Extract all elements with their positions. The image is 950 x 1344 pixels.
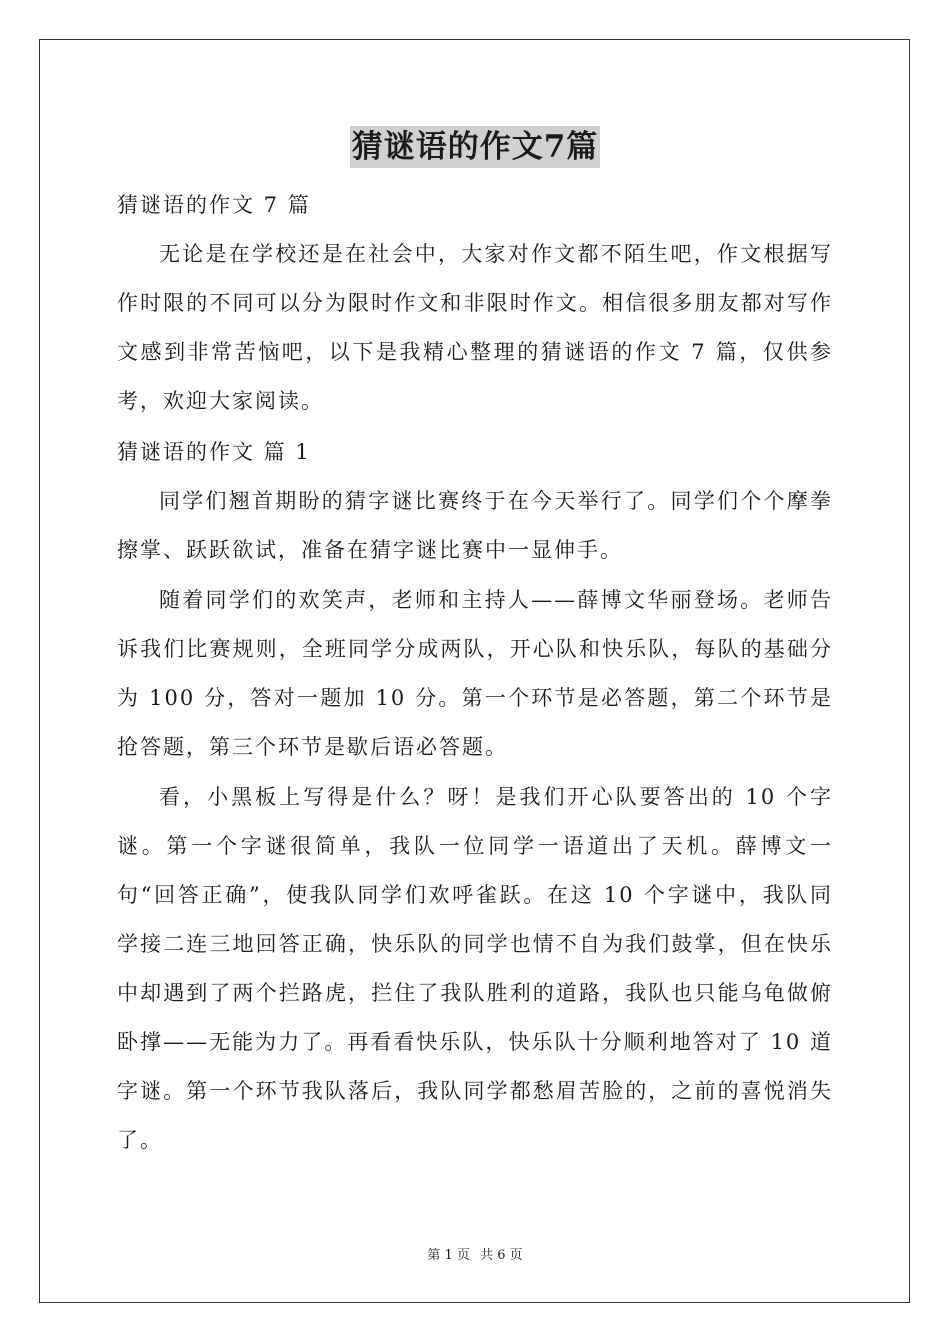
title-wrap — [0, 126, 950, 168]
body-paragraph: 随着同学们的欢笑声，老师和主持人——薛博文华丽登场。老师告诉我们比赛规则，全班同学分成两队，开心队和快乐队，每队的基础分为 100 分，答对一题加 10 分。第一个环节是必答题，第二个环节是抢答题，第三个环节是歇后语必答题。 — [117, 588, 833, 759]
section-heading: 猜谜语的作文 篇 1 — [117, 440, 311, 464]
page-number-current: 第 1 页 — [427, 1248, 470, 1263]
page-footer — [0, 1247, 950, 1265]
intro-paragraph: 无论是在学校还是在社会中，大家对作文都不陌生吧，作文根据写作时限的不同可以分为限时作文和非限时作文。相信很多朋友都对写作文感到非常苦恼吧，以下是我精心整理的猜谜语的作文 7 篇，仅供参考，欢迎大家阅读。 — [117, 242, 833, 413]
body-paragraph: 看，小黑板上写得是什么？呀！是我们开心队要答出的 10 个字谜。第一个字谜很简单，我队一位同学一语道出了天机。薛博文一句“回答正确”，使我队同学们欢呼雀跃。在这 10 个字谜中，我队同学接二连三地回答正确，快乐队的同学也情不自为我们鼓掌，但在快乐中却遇到了两个拦路虎，拦住了我队胜利的道路，我队也只能乌龟做俯卧撑——无能为力了。再看看快乐队，快乐队十分顺利地答对了 10 道字谜。第一个环节我队落后，我队同学都愁眉苦脸的，之前的喜悦消失了。 — [117, 785, 833, 1152]
document-subtitle: 猜谜语的作文 7 篇 — [117, 193, 311, 217]
document-body — [117, 180, 833, 1166]
body-paragraph: 同学们翘首期盼的猜字谜比赛终于在今天举行了。同学们个个摩拳擦掌、跃跃欲试，准备在猜字谜比赛中一显伸手。 — [117, 489, 833, 562]
document-title: 猜谜语的作文7篇 — [350, 126, 601, 168]
page-number-total: 共 6 页 — [480, 1248, 523, 1263]
